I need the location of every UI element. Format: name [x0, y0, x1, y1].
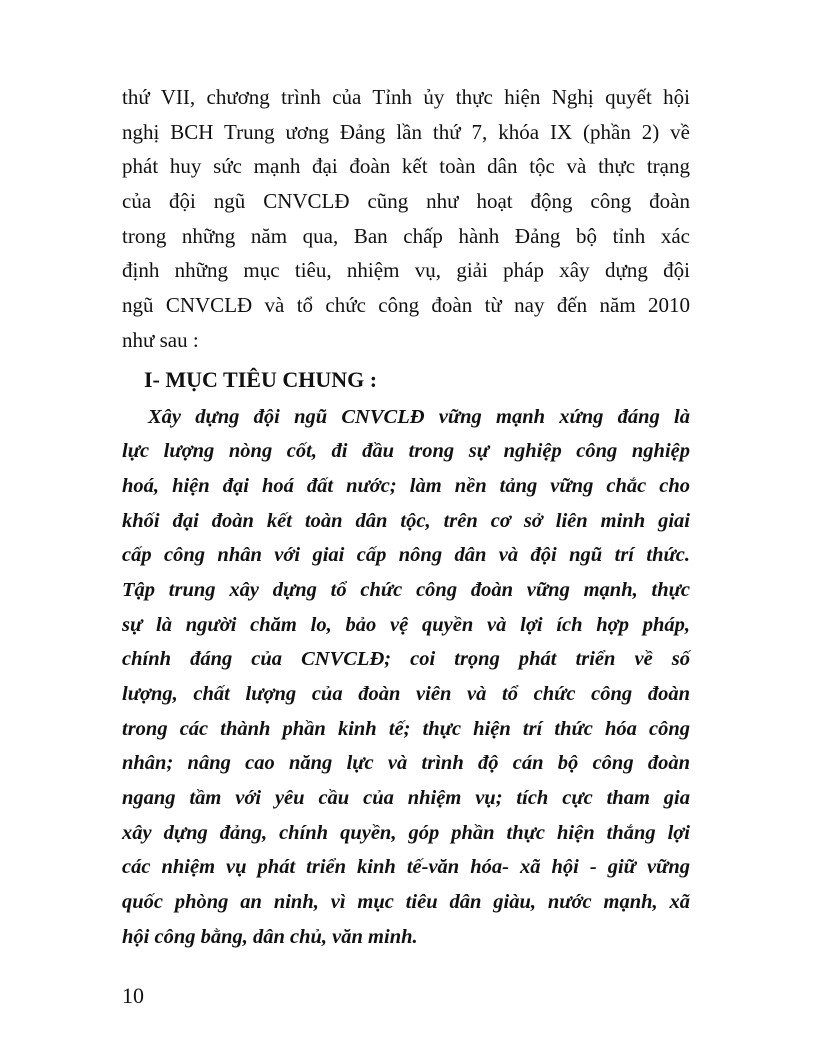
- goal-paragraph: [122, 400, 690, 955]
- text-line: trong những năm qua, Ban chấp hành Đảng bộ tỉnh xác: [122, 223, 690, 248]
- text-line: xây dựng đảng, chính quyền, góp phần thực hiện thắng lợi: [122, 821, 690, 844]
- text-line: hoá, hiện đại hoá đất nước; làm nền tảng vững chắc cho: [122, 474, 690, 497]
- text-line: các nhiệm vụ phát triển kinh tế-văn hóa- xã hội - giữ vững: [122, 856, 690, 879]
- text-line: phát huy sức mạnh đại đoàn kết toàn dân tộc và thực trạng: [122, 154, 690, 179]
- text-line: chính đáng của CNVCLĐ; coi trọng phát triển về số: [122, 648, 690, 671]
- text-line: của đội ngũ CNVCLĐ cũng như hoạt động công đoàn: [122, 189, 690, 214]
- text-line: Tập trung xây dựng tổ chức công đoàn vững mạnh, thực: [122, 578, 690, 601]
- text-line: ngũ CNVCLĐ và tổ chức công đoàn từ nay đến năm 2010: [122, 293, 690, 318]
- text-line: hội công bằng, dân chủ, văn minh.: [122, 925, 418, 948]
- page-number: 10: [122, 983, 144, 1008]
- text-line: nghị BCH Trung ương Đảng lần thứ 7, khóa IX (phần 2) về: [122, 119, 690, 144]
- section-heading: I- MỤC TIÊU CHUNG :: [144, 366, 378, 392]
- text-line: như sau :: [122, 327, 199, 352]
- text-line: thứ VII, chương trình của Tỉnh ủy thực hiện Nghị quyết hội: [122, 85, 690, 109]
- text-line: nhân; nâng cao năng lực và trình độ cán bộ công đoàn: [122, 752, 690, 775]
- text-line: Xây dựng đội ngũ CNVCLĐ vững mạnh xứng đáng là: [148, 405, 690, 428]
- intro-paragraph: [122, 80, 690, 358]
- text-line: lực lượng nòng cốt, đi đầu trong sự nghiệp công nghiệp: [122, 440, 690, 463]
- text-line: quốc phòng an ninh, vì mục tiêu dân giàu, nước mạnh, xã: [122, 891, 690, 914]
- text-line: sự là người chăm lo, bảo vệ quyền và lợi ích hợp pháp,: [122, 613, 690, 636]
- text-line: cấp công nhân với giai cấp nông dân và đội ngũ trí thức.: [122, 544, 690, 567]
- document-page: [122, 80, 690, 955]
- text-line: ngang tầm với yêu cầu của nhiệm vụ; tích cực tham gia: [122, 787, 690, 810]
- text-line: trong các thành phần kinh tế; thực hiện trí thức hóa công: [122, 717, 690, 740]
- text-line: khối đại đoàn kết toàn dân tộc, trên cơ sở liên minh giai: [122, 509, 690, 532]
- text-line: lượng, chất lượng của đoàn viên và tổ chức công đoàn: [122, 683, 690, 705]
- text-line: định những mục tiêu, nhiệm vụ, giải pháp xây dựng đội: [122, 258, 690, 283]
